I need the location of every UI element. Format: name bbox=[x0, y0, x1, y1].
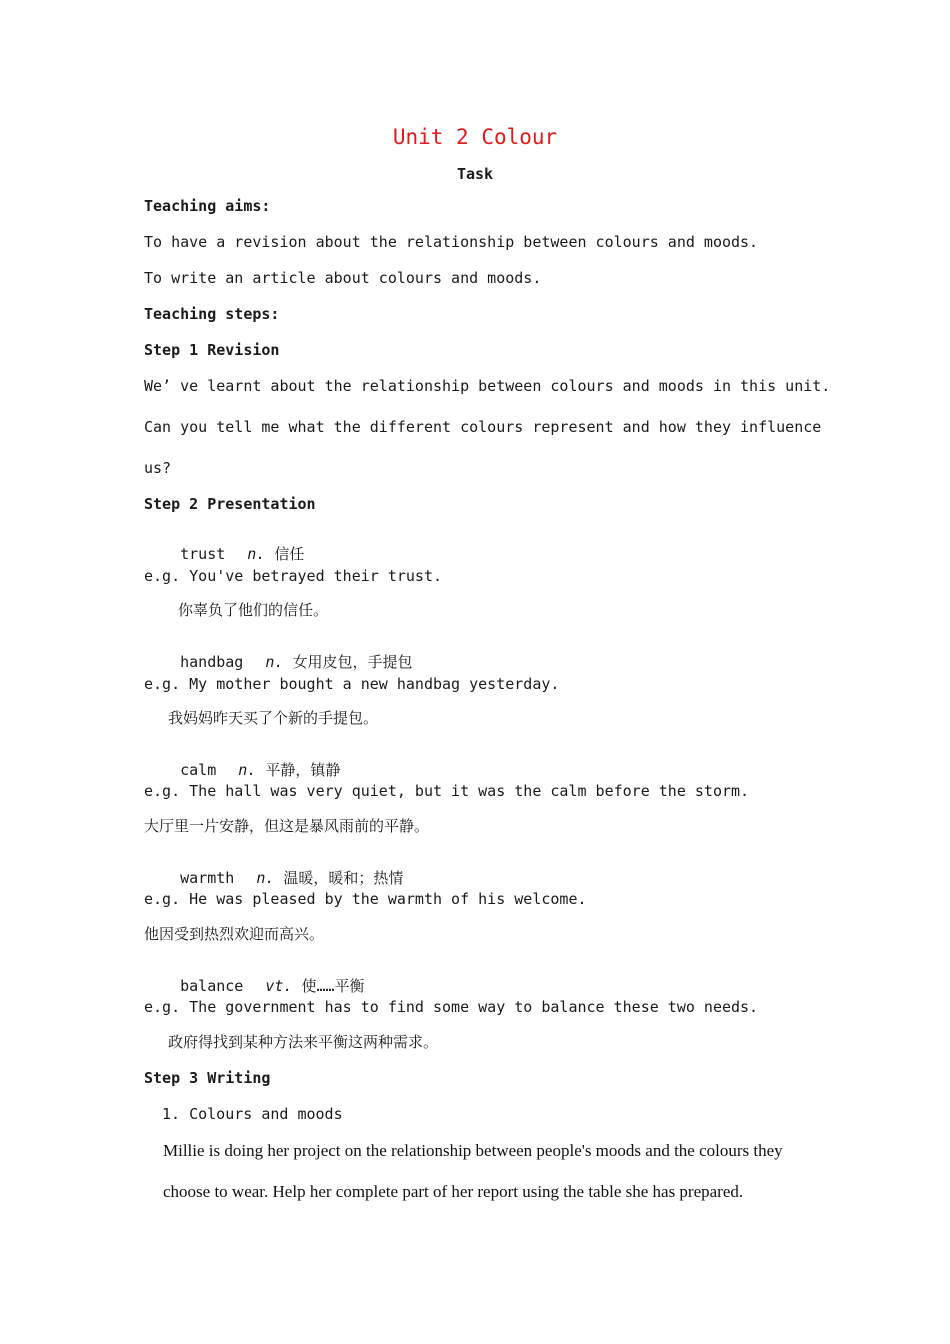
aim-2: To write an article about colours and moods. bbox=[144, 269, 542, 287]
step3-item-1: 1. Colours and moods bbox=[162, 1105, 343, 1123]
step1-heading: Step 1 Revision bbox=[144, 341, 280, 359]
vocab-word: warmth bbox=[180, 869, 235, 887]
step3-heading: Step 3 Writing bbox=[144, 1069, 271, 1087]
vocab-meaning: 信任 bbox=[274, 545, 305, 563]
vocab-word: balance bbox=[180, 977, 244, 995]
document-title: Unit 2 Colour bbox=[392, 125, 558, 149]
step3-paragraph-line-1: Millie is doing her project on the relationship between people's moods and the colours they bbox=[163, 1141, 783, 1160]
vocab-translation: 你辜负了他们的信任。 bbox=[178, 601, 329, 619]
step2-heading: Step 2 Presentation bbox=[144, 495, 316, 513]
vocab-translation: 政府得找到某种方法来平衡这两种需求。 bbox=[168, 1033, 439, 1051]
vocab-translation: 我妈妈昨天买了个新的手提包。 bbox=[168, 709, 379, 727]
vocab-word: trust bbox=[180, 545, 226, 563]
vocab-pos: n. bbox=[265, 653, 284, 671]
step1-line-3: us? bbox=[144, 459, 172, 477]
steps-heading: Teaching steps: bbox=[144, 305, 280, 323]
vocab-meaning: 使……平衡 bbox=[301, 977, 365, 995]
vocab-example: e.g. The government has to find some way to balance these two needs. bbox=[144, 998, 759, 1016]
vocab-word: calm bbox=[180, 761, 217, 779]
vocab-example: e.g. The hall was very quiet, but it was the calm before the storm. bbox=[144, 782, 750, 800]
vocab-pos: n. bbox=[238, 761, 257, 779]
vocab-meaning: 平静，镇静 bbox=[265, 761, 341, 779]
document-subtitle: Task bbox=[456, 165, 494, 183]
step1-line-1: We’ ve learnt about the relationship between colours and moods in this unit. bbox=[144, 377, 831, 395]
step3-paragraph-line-2: choose to wear. Help her complete part of her report using the table she has prepared. bbox=[163, 1182, 744, 1201]
vocab-meaning: 女用皮包，手提包 bbox=[292, 653, 413, 671]
aims-heading: Teaching aims: bbox=[144, 197, 271, 215]
vocab-translation: 他因受到热烈欢迎而高兴。 bbox=[144, 925, 325, 943]
vocab-example: e.g. He was pleased by the warmth of his welcome. bbox=[144, 890, 587, 908]
vocab-meaning: 温暖，暖和；热情 bbox=[283, 869, 404, 887]
vocab-example: e.g. You've betrayed their trust. bbox=[144, 567, 443, 585]
vocab-pos: n. bbox=[256, 869, 275, 887]
vocab-pos: n. bbox=[247, 545, 266, 563]
vocab-translation: 大厅里一片安静，但这是暴风雨前的平静。 bbox=[144, 817, 430, 835]
step1-line-2: Can you tell me what the different colours represent and how they influence bbox=[144, 418, 822, 436]
vocab-example: e.g. My mother bought a new handbag yesterday. bbox=[144, 675, 560, 693]
vocab-pos: vt. bbox=[265, 977, 293, 995]
vocab-word: handbag bbox=[180, 653, 244, 671]
aim-1: To have a revision about the relationship between colours and moods. bbox=[144, 233, 759, 251]
